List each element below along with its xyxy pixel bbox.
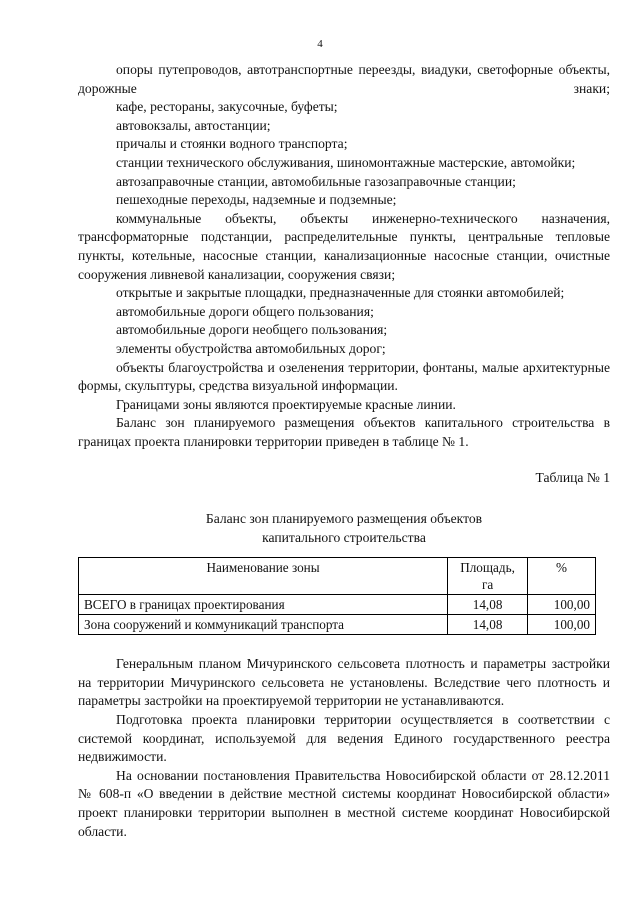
list-item: элементы обустройства автомобильных дорог; [116, 340, 386, 356]
paragraph: Подготовка проекта планировки территории осуществляется в соответствии с системой координат, используемой для ведения Единого государственного реестра недвижимости. [78, 712, 610, 765]
balance-table [78, 557, 596, 635]
table-cell: Зона сооружений и коммуникаций транспорта [79, 615, 448, 635]
paragraph: Генеральным планом Мичуринского сельсовета плотность и параметры застройки на территории Мичуринского сельсовета не установлены. Вследствие чего плотность и параметры застройки на проектируемой территории не устанавливаются. [78, 656, 610, 709]
table-header-cell: Наименование зоны [79, 558, 448, 595]
table-title [78, 510, 610, 547]
table-row [79, 595, 596, 615]
table-title-line: Баланс зон планируемого размещения объектов [205, 511, 483, 527]
table-cell: 100,00 [528, 595, 596, 615]
table-cell: ВСЕГО в границах проектирования [79, 595, 448, 615]
list-item: причалы и стоянки водного транспорта; [116, 136, 348, 152]
list-item: автовокзалы, автостанции; [116, 117, 271, 133]
table-header-row [79, 558, 596, 595]
list-item: станции технического обслуживания, шиномонтажные мастерские, автомойки; [116, 154, 576, 170]
list-item: коммунальные объекты, объекты инженерно-технического назначения, трансформаторные подстанции, распределительные пункты, центральные тепловые пункты, котельные, насосные станции, канализационные насосные станции, очистные сооружения ливневой канализации, сооружения связи; [78, 210, 610, 282]
table-cell: 100,00 [528, 615, 596, 635]
balance-intro-paragraph: Баланс зон планируемого размещения объектов капитального строительства в границах проекта планировки территории приведен в таблице № 1. [78, 415, 610, 449]
document-body [78, 61, 610, 841]
list-item: объекты благоустройства и озеленения территории, фонтаны, малые архитектурные формы, скульптуры, средства визуальной информации. [78, 359, 610, 394]
table-row [79, 615, 596, 635]
list-item: кафе, рестораны, закусочные, буфеты; [116, 99, 338, 115]
table-cell: 14,08 [448, 615, 528, 635]
list-item: автозаправочные станции, автомобильные газозаправочные станции; [116, 173, 516, 189]
page-number: 4 [317, 38, 323, 50]
table-header-cell: % [528, 558, 596, 595]
paragraph: На основании постановления Правительства Новосибирской области от 28.12.2011 № 608-п «О введении в действие местной системы координат Новосибирской области» проект планировки территории выполнен в местной системе координат Новосибирской области. [78, 767, 610, 839]
boundaries-paragraph: Границами зоны являются проектируемые красные линии. [116, 396, 456, 412]
list-item: открытые и закрытые площадки, предназначенные для стоянки автомобилей; [116, 285, 565, 301]
list-item: автомобильные дороги необщего пользования; [116, 322, 388, 338]
table-title-line: капитального строительства [262, 529, 426, 545]
table-cell: 14,08 [448, 595, 528, 615]
table-header-cell: Площадь, га [448, 558, 528, 595]
table-label: Таблица № 1 [535, 470, 610, 486]
list-item: автомобильные дороги общего пользования; [116, 303, 374, 319]
list-item: пешеходные переходы, надземные и подземные; [116, 192, 397, 208]
list-item: опоры путепроводов, автотранспортные переезды, виадуки, светофорные объекты, дорожные знаки; [78, 62, 610, 96]
